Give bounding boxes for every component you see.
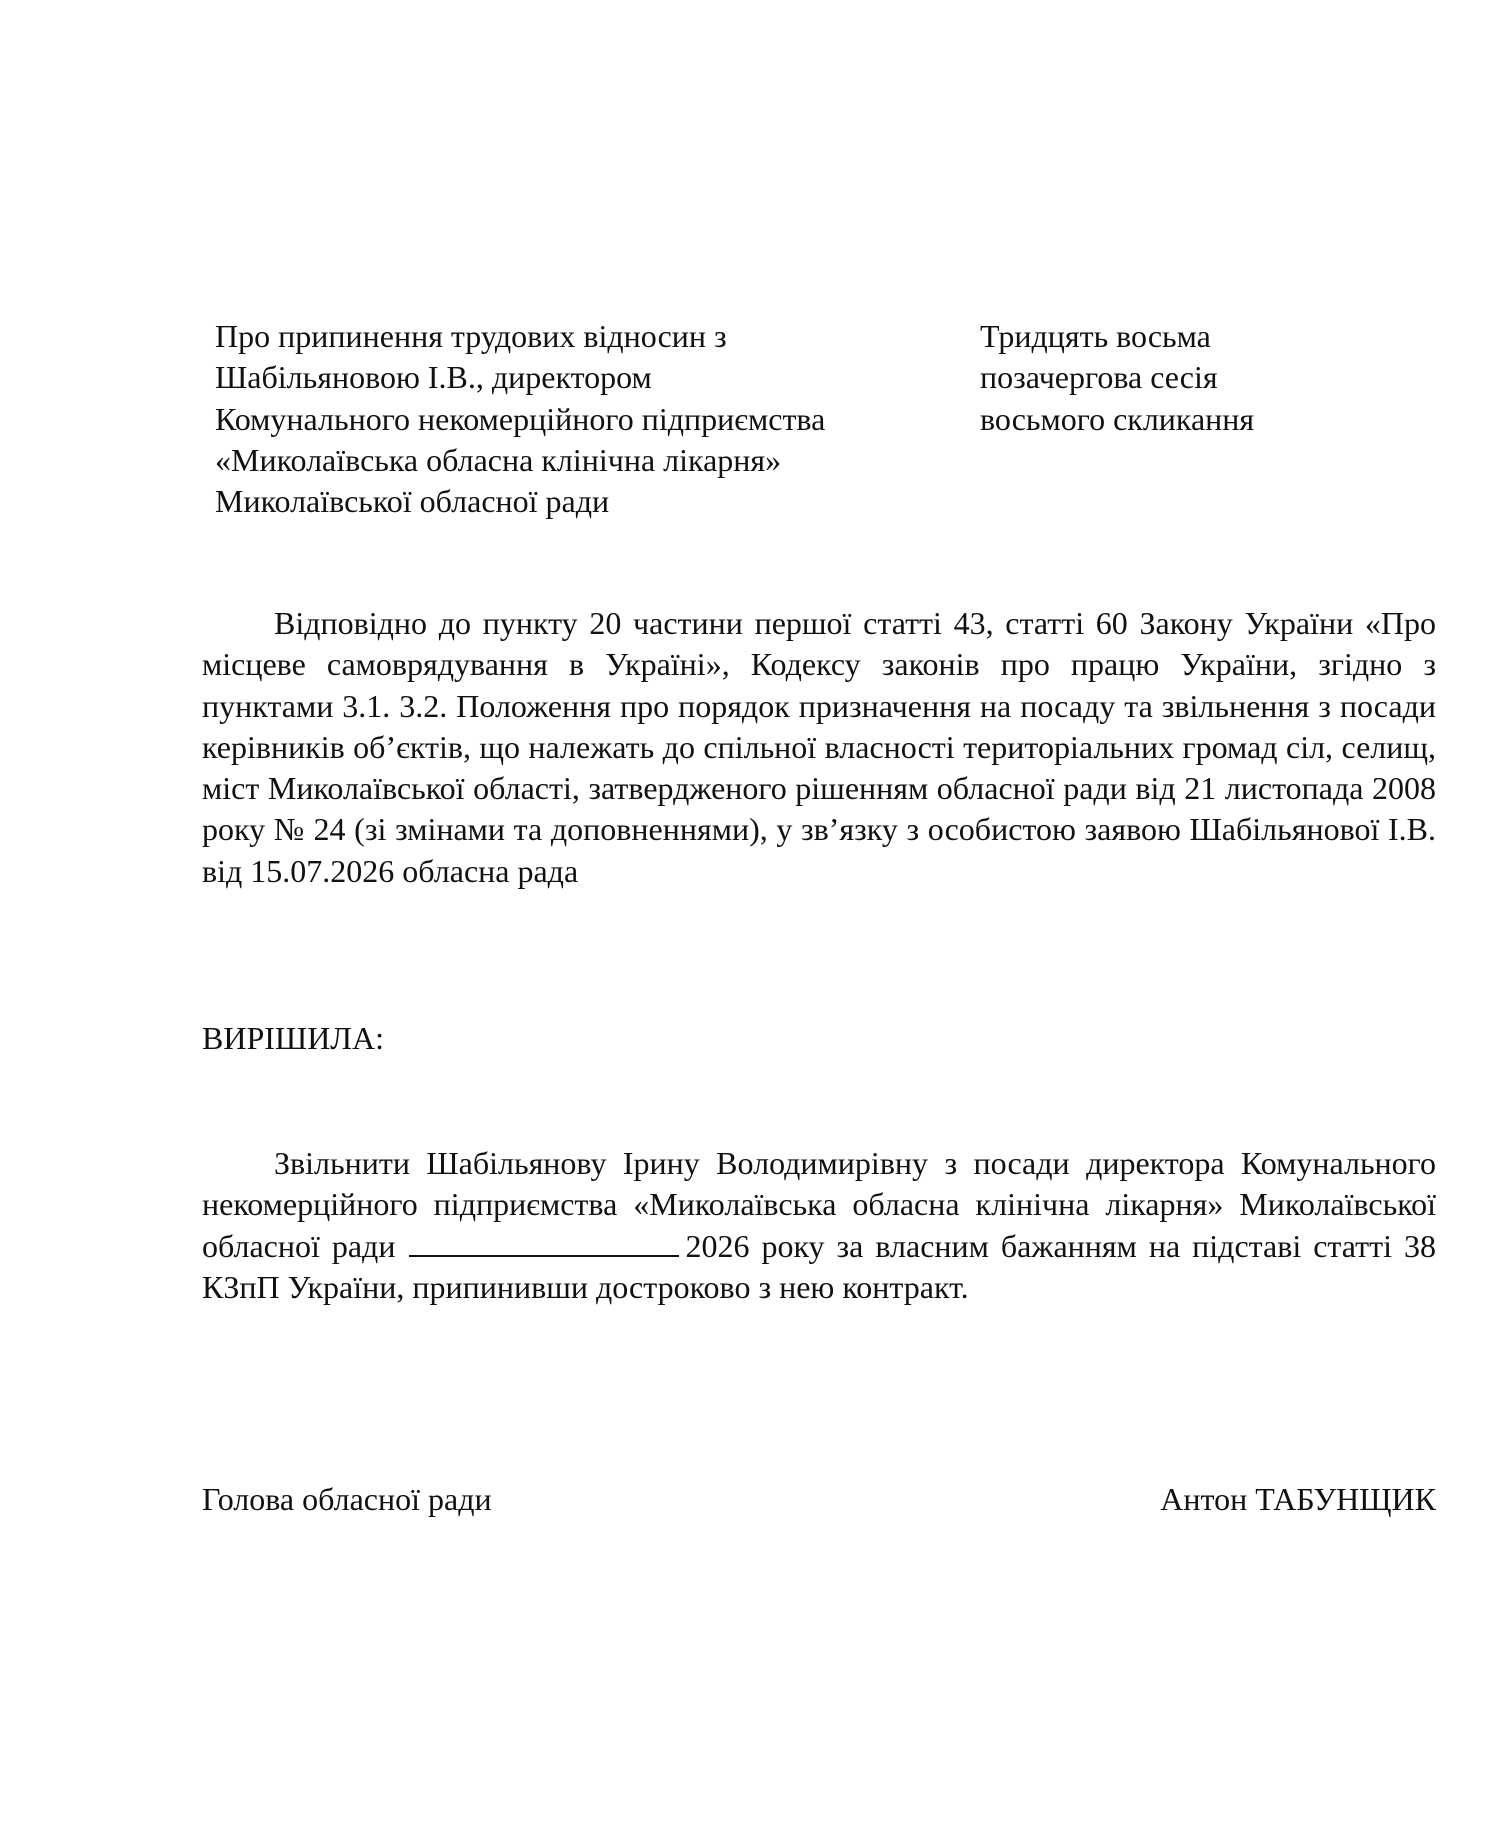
decision-text-start: Звільнити Шабільянову Ірину Володимирівну з посади директора Комунального некомерційного підприємства «Миколаївська обласна клінічна лікарня» Миколаївської обласної ради xyxy=(202,1145,1436,1264)
signature-block xyxy=(202,1479,1436,1520)
legal-basis-paragraph: Відповідно до пункту 20 частини першої статті 43, статті 60 Закону України «Про місцеве самоврядування в Україні», Кодексу законів про працю України, згідно з пунктами 3.1. 3.2. Положення про порядок призначення на посаду та звільнення з посади керівників об’єктів, що належать до спільної власності територіальних громад сіл, селищ, міст Миколаївської області, затвердженого рішенням обласної ради від 21 листопада 2008 року № 24 (зі змінами та доповненнями), у зв’язку з особистою заявою Шабільянової І.В. від 15.07.2026 обласна рада xyxy=(202,605,1436,889)
decision-paragraph xyxy=(202,1143,1436,1308)
resolution-title xyxy=(215,316,935,522)
decided-heading: ВИРІШИЛА: xyxy=(202,1020,384,1056)
signatory-name: Антон ТАБУНЩИК xyxy=(1160,1481,1436,1517)
title-line-1: Про припинення трудових відносин з xyxy=(215,318,727,354)
title-line-2: Шабільяновою І.В., директором xyxy=(215,359,652,396)
title-line-5: Миколаївської обласної ради xyxy=(215,483,610,520)
decision-text-end: 2026 року за власним бажанням на підставі статті 38 КЗпП України, припинивши достроково з нею контракт. xyxy=(202,1227,1437,1305)
session-line-1: Тридцять восьма xyxy=(980,318,1211,354)
session-line-2: позачергова сесія xyxy=(980,359,1218,396)
signatory-position: Голова обласної ради xyxy=(202,1481,492,1517)
date-blank-field xyxy=(409,1227,679,1257)
title-line-4: «Миколаївська обласна клінічна лікарня» xyxy=(215,441,782,478)
title-line-3: Комунального некомерційного підприємства xyxy=(215,400,826,437)
session-line-3: восьмого скликання xyxy=(980,400,1255,437)
session-info xyxy=(980,316,1400,440)
